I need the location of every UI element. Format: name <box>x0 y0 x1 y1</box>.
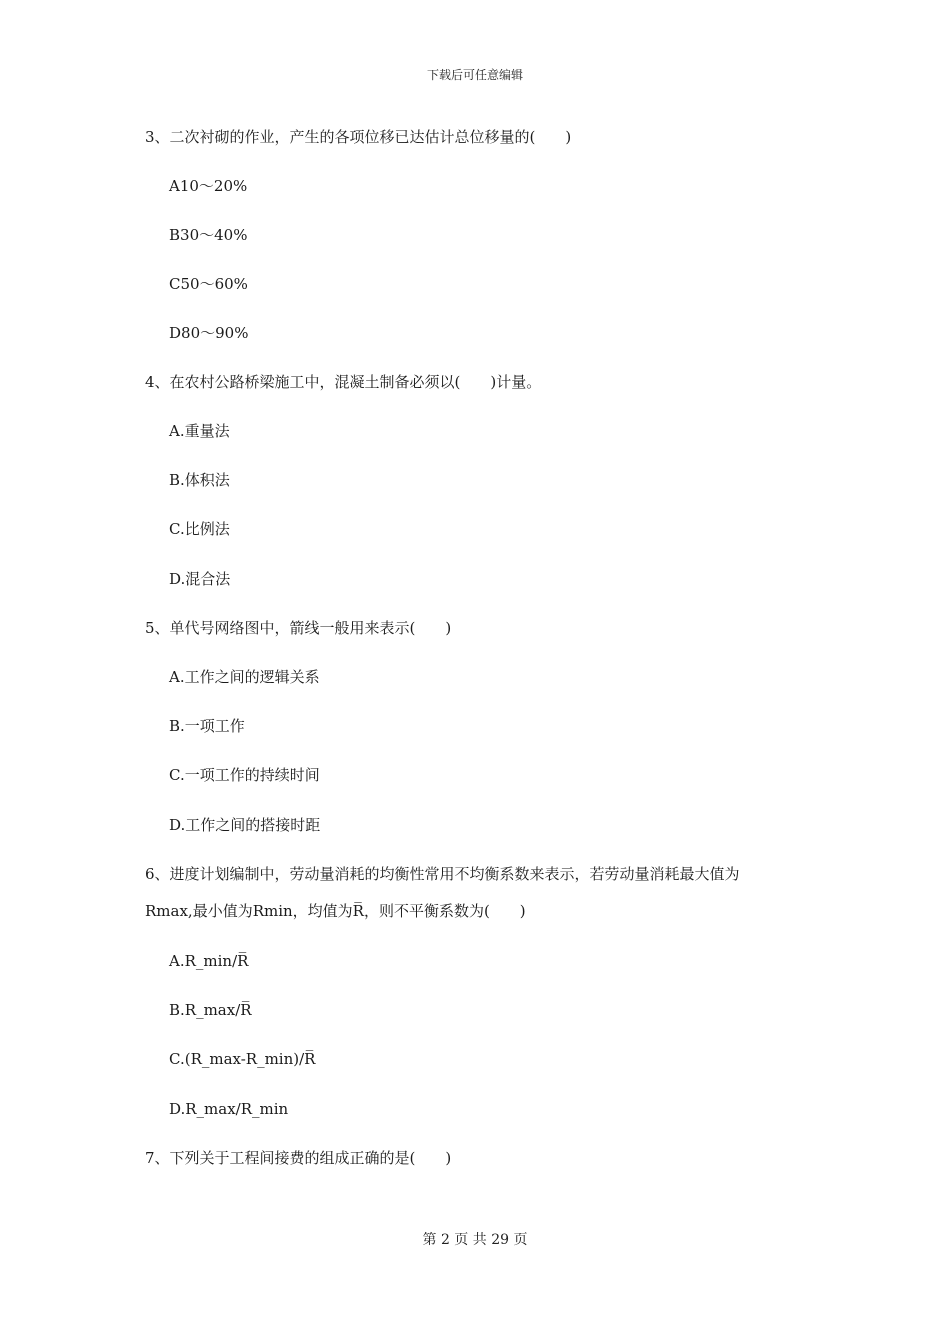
question-4-option-b: B.体积法 <box>169 471 230 489</box>
question-3-option-d: D80～90% <box>169 324 249 342</box>
page-footer: 第 2 页 共 29 页 <box>422 1232 528 1248</box>
question-3-option-b: B30～40% <box>169 226 248 244</box>
question-6-option-c: C.(R_max-R_min)/R̅ <box>169 1050 316 1068</box>
question-3-stem: 3、二次衬砌的作业，产生的各项位移已达估计总位移量的( ) <box>145 128 572 146</box>
question-5-option-d: D.工作之间的搭接时距 <box>169 816 321 834</box>
question-4-option-c: C.比例法 <box>169 520 230 538</box>
question-6-stem-line-2: Rmax,最小值为Rmin，均值为R̅，则不平衡系数为( ) <box>145 902 526 920</box>
question-4-stem: 4、在农村公路桥梁施工中，混凝土制备必须以( )计量。 <box>145 373 542 391</box>
question-4-option-a: A.重量法 <box>169 422 230 440</box>
question-4-option-d: D.混合法 <box>169 570 231 588</box>
question-6-option-a: A.R_min/R̅ <box>169 952 249 970</box>
question-3-option-c: C50～60% <box>169 275 248 293</box>
question-6-option-b: B.R_max/R̅ <box>169 1001 252 1019</box>
question-3-option-a: A10～20% <box>169 177 248 195</box>
question-5-stem: 5、单代号网络图中，箭线一般用来表示( ) <box>145 619 452 637</box>
question-7-stem: 7、下列关于工程间接费的组成正确的是( ) <box>145 1149 452 1167</box>
question-6-stem-line-1: 6、进度计划编制中，劳动量消耗的均衡性常用不均衡系数来表示，若劳动量消耗最大值为 <box>145 865 740 883</box>
question-5-option-b: B.一项工作 <box>169 717 245 735</box>
question-5-option-c: C.一项工作的持续时间 <box>169 766 320 784</box>
page-header: 下载后可任意编辑 <box>426 68 523 82</box>
question-6-option-d: D.R_max/R_min <box>169 1100 289 1118</box>
question-5-option-a: A.工作之间的逻辑关系 <box>169 668 320 686</box>
